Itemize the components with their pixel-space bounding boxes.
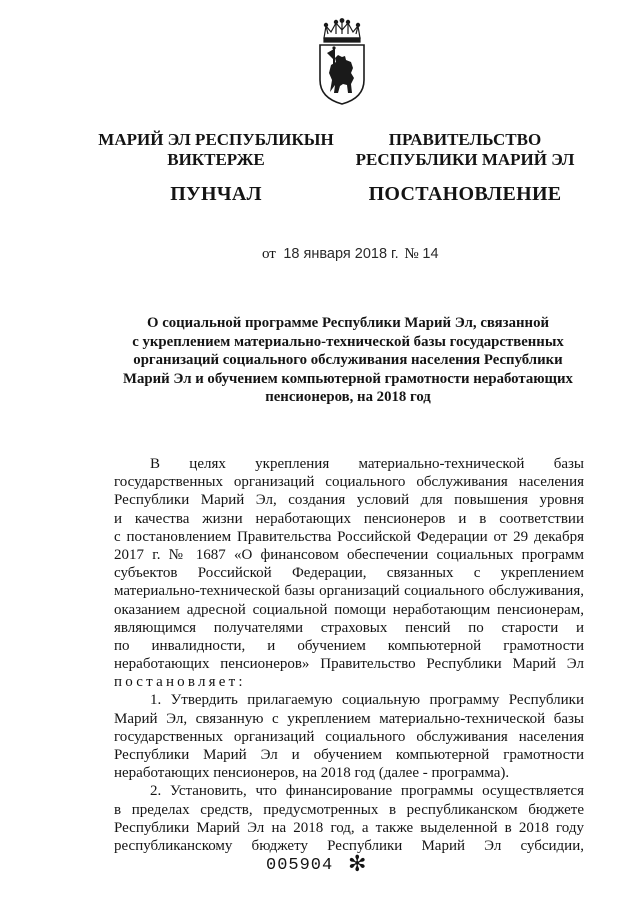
header-left-doc-type: ПУНЧАЛ — [170, 183, 262, 205]
body-line: материально-технической базы организаций социального обслуживания, — [114, 583, 584, 600]
title-line: О социальной программе Республики Марий Эл, связанной — [146, 315, 550, 331]
title-line: с укреплением материально-технической базы государственных — [132, 333, 564, 350]
body-line-decree-verb: постановляет: — [114, 674, 246, 691]
header-right-doc-type: ПОСТАНОВЛЕНИЕ — [368, 183, 562, 205]
document-number: 14 — [422, 246, 439, 262]
body-line: Республики Марий Эл и обучением компьютерной грамотности — [114, 747, 584, 763]
document-body — [114, 455, 584, 855]
body-line: Республики Марий Эл на 2018 год, а также выделенной в 2018 году — [114, 819, 584, 836]
body-line: республиканскому бюджету Республики Марий Эл субсидии, — [114, 837, 584, 854]
title-line: пенсионеров, на 2018 год — [265, 389, 431, 405]
document-date: 18 января 2018 г. — [283, 246, 399, 262]
body-line: и качества жизни неработающих пенсионеров и в соответствии — [114, 510, 584, 527]
title-line: Марий Эл и обучением компьютерной грамотности неработающих — [123, 370, 573, 387]
body-line: субъектов Российской Федерации, связанных с укреплением — [114, 565, 584, 582]
body-line: Марий Эл, связанную с укреплением материально-технической базы — [114, 710, 584, 727]
asterisk-mark-icon: ✻ — [348, 852, 367, 877]
coat-of-arms-icon — [316, 18, 368, 106]
body-line: неработающих пенсионеров» Правительство Республики Марий Эл — [114, 656, 584, 673]
header-left-org-line-2: ВИКТЕРЖЕ — [167, 150, 265, 169]
body-line: оказанием адресной социальной помощи неработающим пенсионерам, — [114, 601, 584, 618]
body-line-item-1: 1. Утвердить прилагаемую социальную программу Республики — [150, 692, 584, 709]
form-serial-number: 005904 — [266, 856, 334, 875]
body-line: Республики Марий Эл, создания условий для повышения уровня — [114, 492, 584, 509]
date-line — [262, 246, 439, 263]
header-right-org-line-1: ПРАВИТЕЛЬСТВО — [388, 130, 542, 149]
body-line: по инвалидности, и обучением компьютерной грамотности — [114, 637, 584, 654]
body-line: являющимся получателями страховых пенсий по старости и — [114, 619, 584, 636]
header-left-org-line-1: МАРИЙ ЭЛ РЕСПУБЛИКЫН — [98, 130, 334, 149]
body-line: государственных организаций социального обслуживания населения — [114, 728, 584, 745]
body-line-item-2: 2. Установить, что финансирование программы осуществляется — [150, 783, 584, 800]
body-line: 2017 г. № 1687 «О финансовом обеспечении социальных программ — [114, 546, 584, 563]
header-right-org-line-2: РЕСПУБЛИКИ МАРИЙ ЭЛ — [355, 150, 575, 169]
body-line: государственных организаций социального обслуживания населения — [114, 474, 584, 491]
header-right-russian — [350, 130, 580, 204]
number-label: № — [404, 246, 419, 262]
body-line: неработающих пенсионеров, на 2018 год (далее - программа). — [114, 765, 510, 782]
body-line: В целях укрепления материально-технической базы — [150, 456, 584, 472]
body-line: с постановлением Правительства Российской Федерации от 29 декабря — [114, 528, 584, 545]
body-line: в пределах средств, предусмотренных в республиканском бюджете — [114, 801, 584, 818]
title-line: организаций социального обслуживания населения Республики — [133, 352, 563, 368]
date-prefix: от — [262, 246, 276, 262]
document-title — [120, 314, 576, 407]
header-left-mari — [96, 130, 336, 204]
